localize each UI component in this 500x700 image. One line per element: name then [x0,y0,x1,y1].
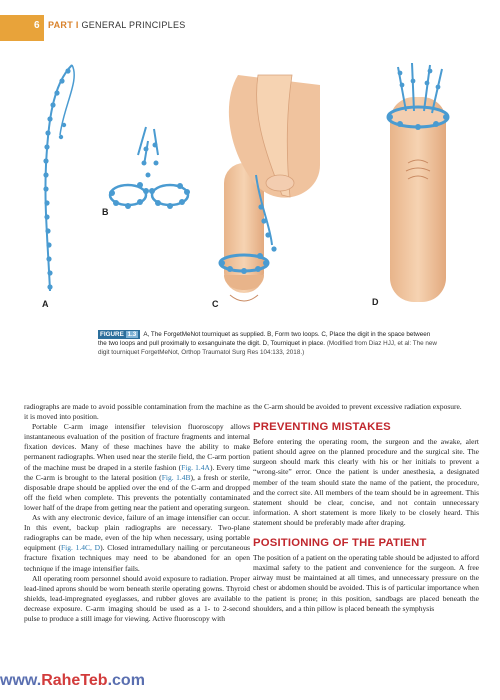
panel-c-hand-and-finger [219,75,320,301]
figure-number: 1.3 [127,331,137,338]
left-paragraph-1: radiographs are made to avoid possible contamination from the machine as it is moved into position. [24,402,250,422]
figure-badge-text: FIGURE [100,331,124,338]
left-paragraph-2 [24,422,250,513]
panel-d-label: D [372,297,379,307]
fig-1-4cd-link[interactable]: Fig. 1.4C, D [60,543,101,553]
panel-a-tourniquet [43,65,74,291]
right-paragraph-1: the C-arm should be avoided to prevent excessive radiation exposure. [253,402,462,411]
heading-preventing-mistakes: PREVENTING MISTAKES [253,421,391,434]
figure-caption [98,330,438,357]
figure-badge [98,330,140,339]
watermark-suffix: .com [107,672,145,689]
caption-text: A, The ForgetMeNot tourniquet as supplied. B, Form two loops. C, Place the digit in the space between the two loops and pull proximally to exsanguinate the digit. D, Tourniquet in place. [98,331,431,347]
page-number: 6 [34,20,40,31]
fig-1-4b-link[interactable]: Fig. 1.4B [161,472,191,482]
right-paragraph-2: Before entering the operating room, the surgeon and the awake, alert patient should agree on the planned procedure and the surgical site. The surgeon should mark this clearly with his or her initials to prevent a “wrong-site” error. Once the patient is under anesthesia, a designated member of the team should state the name of the patient, the procedure, and the correct site. All members of the team should be in agreement. This statement should be clear, concise, and not contain unnecessary information. A short statement is more likely to be closely heard. This statement should be preferably made after draping. [253,437,479,527]
watermark-prefix: www. [0,672,42,689]
running-header [0,0,500,40]
left-paragraph-4: All operating room personnel should avoid exposure to radiation. Proper lead-lined aprons should be worn beneath sterile operating gowns. Thyroid shields, lead-impregnated eyeglasses, and rubber gloves are available to decrease exposure. C-arm imaging should be used as a 1- to 2-second pulse to produce a still image for viewing. Active fluoroscopy with [24,573,250,623]
left-paragraph-2-text-a: Portable C-arm image intensifier television fluoroscopy allows instantaneous evaluation of the position of fracture fragments and internal fixation devices. Many of these machines have the ability to make permanent radiographs. When used near the sterile field, the C-arm portion of the machine must be draped in a sterile fashion ( [24,422,250,472]
watermark-brand: RaheTeb [41,672,108,689]
panel-c-label: C [212,299,219,309]
left-paragraph-2-text-c: ), a fresh or sterile, disposable drape should be applied over the end of the C-arm and dropped off the field when complete. This prevents the potentially contaminated lower half of the drape from getting near the patient and operating surgeon. [24,472,250,512]
fig-1-4a-link[interactable]: Fig. 1.4A [181,462,210,472]
figure-illustration [20,45,480,315]
heading-positioning-of-patient: POSITIONING OF THE PATIENT [253,537,427,550]
panel-b-tourniquet [109,127,190,209]
caption-source-note: (Modified from Diaz HJJ, et al: The new digit tourniquet ForgetMeNot, Orthop Traumatol Surg Res 104:133, 2018.) [98,340,437,356]
left-paragraph-3 [24,513,250,574]
right-column [253,402,479,614]
panel-d-finger [387,63,449,302]
panel-b-label: B [102,207,109,217]
part-label: PART I [48,20,79,30]
tourniquet-illustration [20,45,480,315]
left-paragraph-3-text-b: ). Closed intramedullary nailing or percutaneous fracture fixation techniques may need to be abandoned for an open technique if the image intensifier fails. [24,543,250,573]
part-title [48,20,186,30]
left-column [24,402,250,624]
left-paragraph-2-text-b: ). Every time the C-arm is brought to the lateral position ( [24,462,251,482]
right-paragraph-3: The position of a patient on the operating table should be adjusted to afford maximal safety to the patient and convenience for the surgeon. A free airway must be maintained at all times, and unnecessary pressure on the chest or abdomen should be avoided. This is of particular importance when the patient is prone; in this position, sandbags are placed beneath the shoulders, and a thin pillow is placed beneath the symphysis [253,553,479,613]
part-name: GENERAL PRINCIPLES [81,20,186,30]
site-watermark [0,672,180,690]
panel-a-label: A [42,299,49,309]
left-paragraph-3-text-a: As with any electronic device, failure of an image intensifier can occur. In this event, backup plain radiographs are necessary. Two-plane radiographs can be made, even of the hip when necessary, using portable equipment ( [24,513,250,553]
